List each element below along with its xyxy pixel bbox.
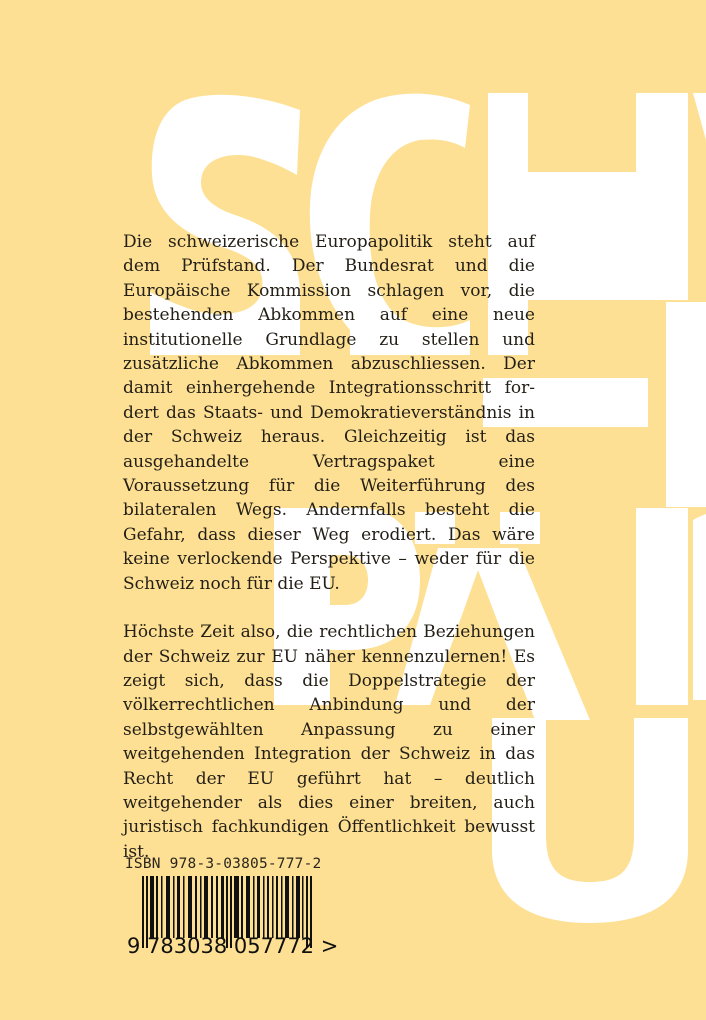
blurb-paragraph-1: Die schweizerische Europapolitik steht auf dem Prüfstand. Der Bundesrat und die Europäische Kommission schlagen vor, die bestehenden Abkommen auf eine neue institutionelle Grundlage zu stellen und zusätzliche Abkommen abzuschliessen. Der damit einhergehende Integrationsschritt fordert das Staats- und Demokratieverständnis in der Schweiz heraus. Gleichzeitig ist das ausgehandelte Vertragspaket eine Voraussetzung für die Weiterführung des bilateralen Wegs. Andernfalls besteht die Gefahr, dass dieser Weg erodiert. Das wäre keine verlockende Perspektive – weder für die Schweiz noch für die EU. <box>123 232 535 594</box>
back-cover-blurb <box>123 230 535 888</box>
blurb-paragraph-2: Höchste Zeit also, die rechtlichen Beziehungen der Schweiz zur EU näher kennenzulernen! Es zeigt sich, dass die Doppelstrategie der völkerrechtlichen Anbindung und der selbstgewählten Anpassung zu einer weitgehenden Integration der Schweiz in das Recht der EU geführt hat – deutlich weitgehender als dies einer breiten, auch juristisch fachkundigen Öffentlichkeit bewusst ist. <box>123 622 535 862</box>
isbn-barcode-block <box>120 856 350 956</box>
barcode <box>120 876 350 956</box>
barcode-digits: 9 783038 057772 > <box>127 934 339 958</box>
isbn-label: ISBN 978-3-03805-777-2 <box>125 856 322 872</box>
